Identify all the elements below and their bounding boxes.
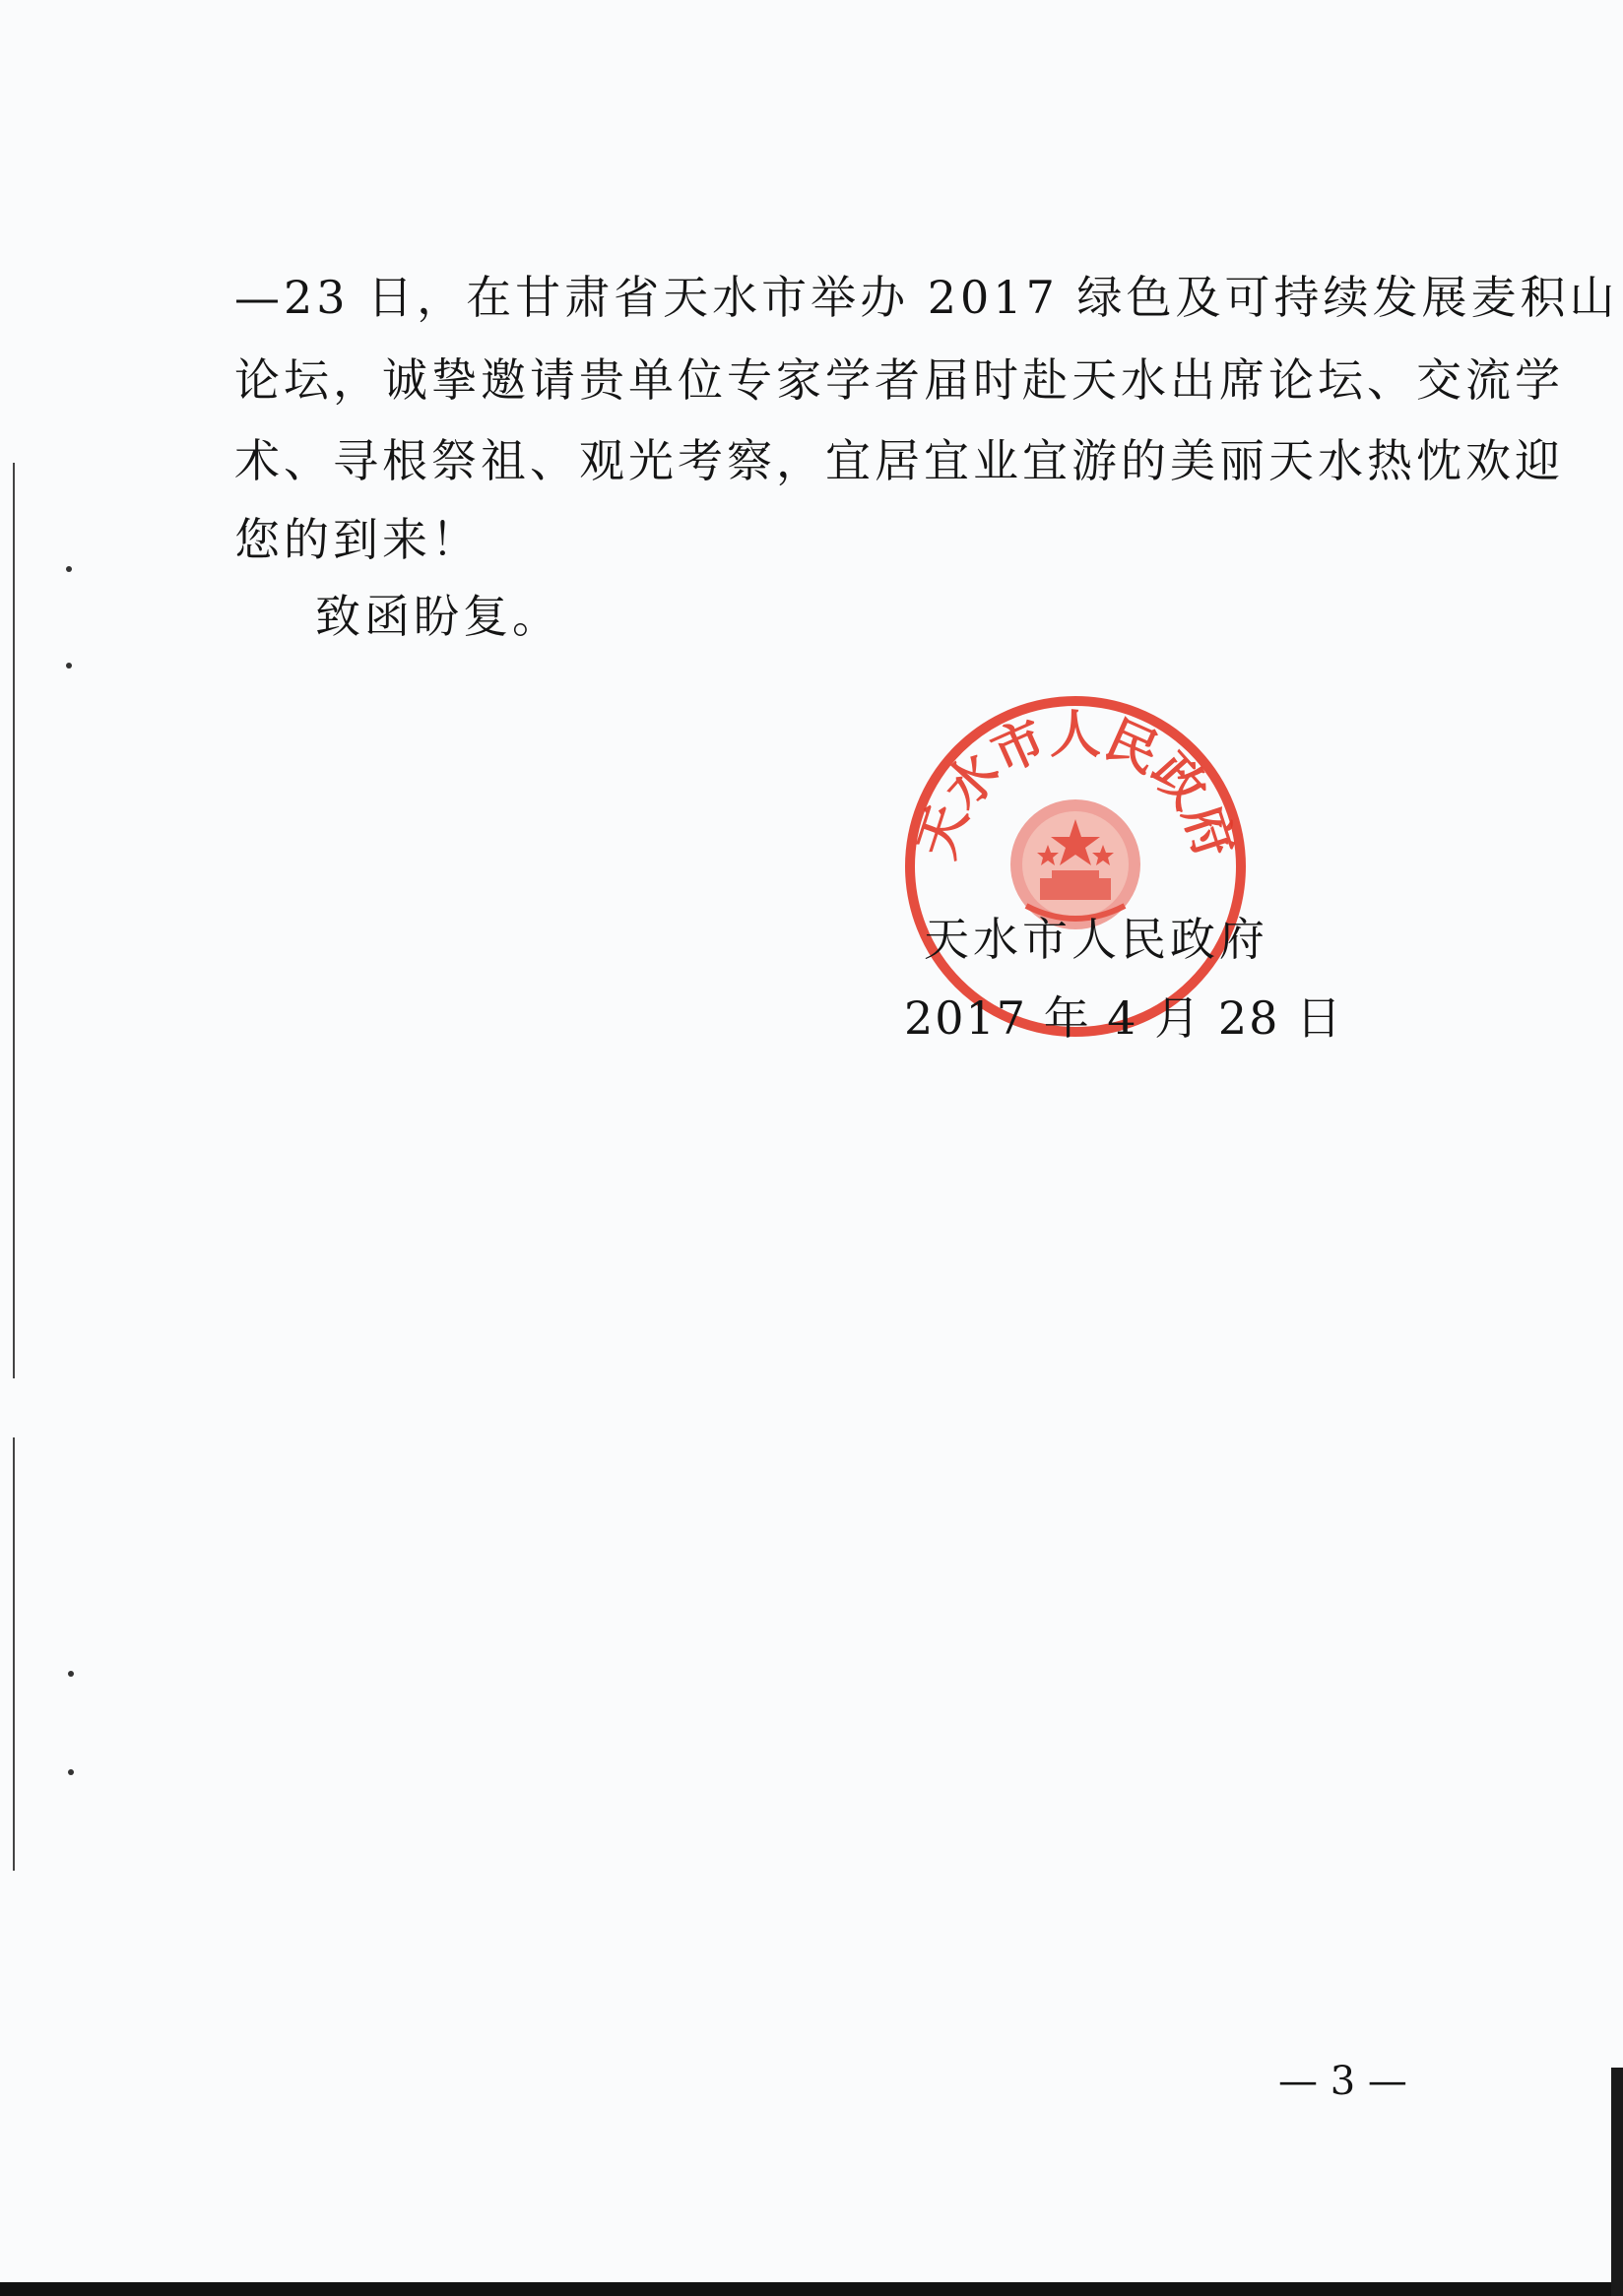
signature-organization: 天水市人民政府	[924, 913, 1268, 966]
scan-edge-right	[1611, 2068, 1623, 2296]
body-line-3: 术、寻根祭祖、观光考察，宜居宜业宜游的美丽天水热忱欢迎	[234, 434, 1564, 487]
closing-text: 致函盼复。	[315, 590, 561, 643]
scan-edge-bottom	[0, 2282, 1623, 2296]
body-line-4: 您的到来！	[234, 513, 481, 566]
body-line-2: 论坛，诚挚邀请贵单位专家学者届时赴天水出席论坛、交流学	[234, 353, 1564, 407]
document-date: 2017 年 4 月 28 日	[904, 991, 1343, 1045]
seal-text: 天水市人民政府	[907, 705, 1244, 865]
binding-marks	[0, 0, 79, 2296]
page-number: — 3 —	[1278, 2059, 1407, 2104]
body-line-1: —23 日，在甘肃省天水市举办 2017 绿色及可持续发展麦积山	[234, 271, 1619, 324]
